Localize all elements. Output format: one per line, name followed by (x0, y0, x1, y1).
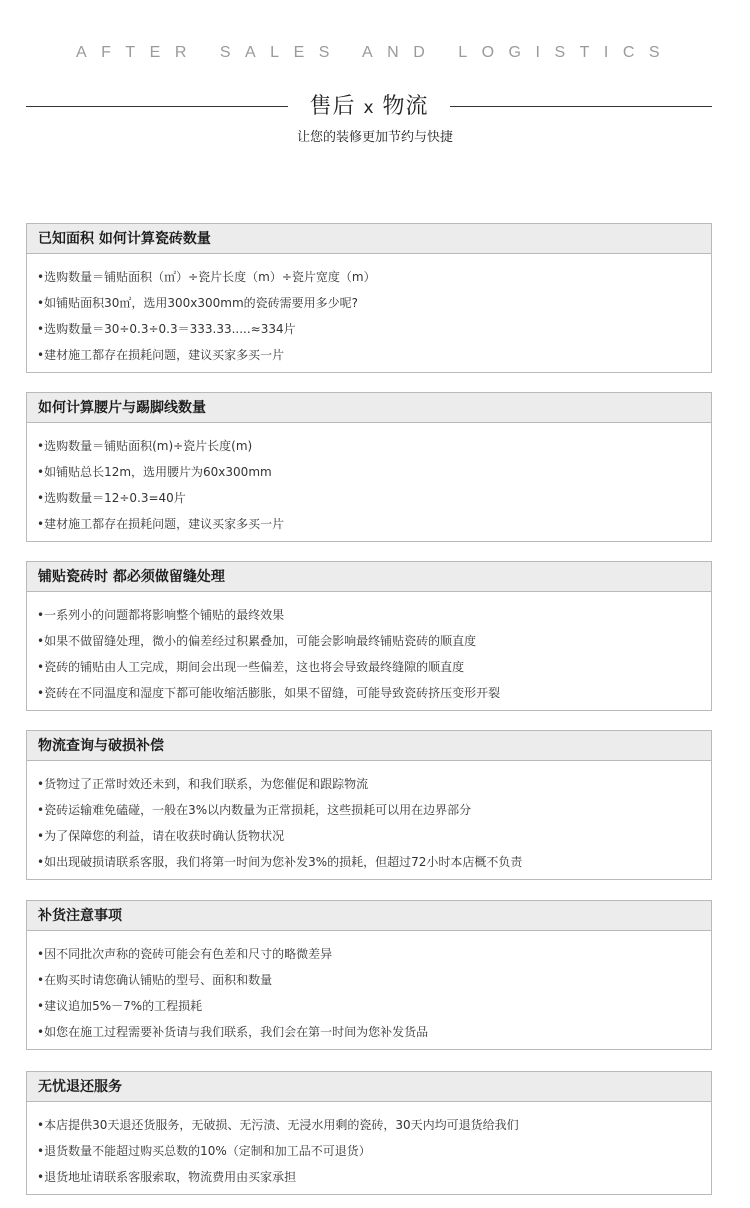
list-item: •瓷砖的铺贴由人工完成，期间会出现一些偏差，这也将会导致最终缝隙的顺直度 (37, 660, 465, 674)
section-body (27, 761, 711, 875)
section-card-grout-gap (26, 561, 712, 711)
section-card-return-service (26, 1071, 712, 1195)
section-title: 无忧退还服务 (27, 1072, 711, 1102)
list-item: •在购买时请您确认铺贴的型号、面积和数量 (37, 973, 273, 987)
section-title: 如何计算腰片与踢脚线数量 (27, 393, 711, 423)
list-item: •如您在施工过程需要补货请与我们联系，我们会在第一时间为您补发货品 (37, 1025, 429, 1039)
list-item: •如铺贴总长12m，选用腰片为60x300mm (37, 465, 272, 479)
section-title: 物流查询与破损补偿 (27, 731, 711, 761)
title-left: 售后 (309, 94, 356, 119)
list-item: •瓷砖运输难免磕碰，一般在3%以内数量为正常损耗，这些损耗可以用在边界部分 (37, 803, 472, 817)
title-row (26, 92, 712, 122)
list-item: •如铺贴面积30㎡，选用300x300mm的瓷砖需要用多少呢? (37, 296, 359, 310)
title-right: 物流 (382, 94, 429, 119)
tagline: 让您的装修更加节约与快捷 (296, 130, 453, 145)
list-item: •本店提供30天退还货服务，无破损、无污渍、无浸水用剩的瓷砖，30天内均可退货给我们 (37, 1118, 519, 1132)
section-body (27, 423, 711, 537)
title-divider-right (450, 106, 712, 107)
list-item: •选购数量＝铺贴面积(m)÷瓷片长度(m) (37, 439, 253, 453)
list-item: •选购数量＝30÷0.3÷0.3＝333.33.....≈334片 (37, 322, 296, 336)
list-item: •如果不做留缝处理，微小的偏差经过积累叠加，可能会影响最终铺贴瓷砖的顺直度 (37, 634, 477, 648)
section-body (27, 592, 711, 706)
title-x: x (363, 98, 375, 118)
list-item: •建议追加5%－7%的工程损耗 (37, 999, 203, 1013)
section-title: 补货注意事项 (27, 901, 711, 931)
list-item: •因不同批次声称的瓷砖可能会有色差和尺寸的略微差异 (37, 947, 333, 961)
list-item: •退货数量不能超过购买总数的10%（定制和加工品不可退货） (37, 1144, 371, 1158)
list-item: •如出现破损请联系客服，我们将第一时间为您补发3%的损耗，但超过72小时本店概不负责 (37, 855, 523, 869)
section-card-waistline-calculation (26, 392, 712, 542)
section-card-area-calculation (26, 223, 712, 373)
section-body (27, 1102, 711, 1190)
list-item: •退货地址请联系客服索取，物流费用由买家承担 (37, 1170, 297, 1184)
section-title: 已知面积 如何计算瓷砖数量 (27, 224, 711, 254)
section-card-restock-notes (26, 900, 712, 1050)
list-item: •选购数量＝12÷0.3=40片 (37, 491, 186, 505)
subtitle-en: AFTER SALES AND LOGISTICS (75, 44, 675, 61)
list-item: •建材施工都存在损耗问题，建议买家多买一片 (37, 517, 285, 531)
section-title: 铺贴瓷砖时 都必须做留缝处理 (27, 562, 711, 592)
section-body (27, 254, 711, 368)
list-item: •建材施工都存在损耗问题，建议买家多买一片 (37, 348, 285, 362)
title-divider-left (26, 106, 288, 107)
list-item: •一系列小的问题都将影响整个铺贴的最终效果 (37, 608, 285, 622)
list-item: •选购数量＝铺贴面积（㎡）÷瓷片长度（m）÷瓷片宽度（m） (37, 270, 376, 284)
list-item: •为了保障您的利益，请在收获时确认货物状况 (37, 829, 285, 843)
section-body (27, 931, 711, 1045)
list-item: •瓷砖在不同温度和湿度下都可能收缩活膨胀，如果不留缝，可能导致瓷砖挤压变形开裂 (37, 686, 501, 700)
page-title (288, 92, 450, 123)
list-item: •货物过了正常时效还未到，和我们联系，为您催促和跟踪物流 (37, 777, 369, 791)
section-card-logistics-damage (26, 730, 712, 880)
